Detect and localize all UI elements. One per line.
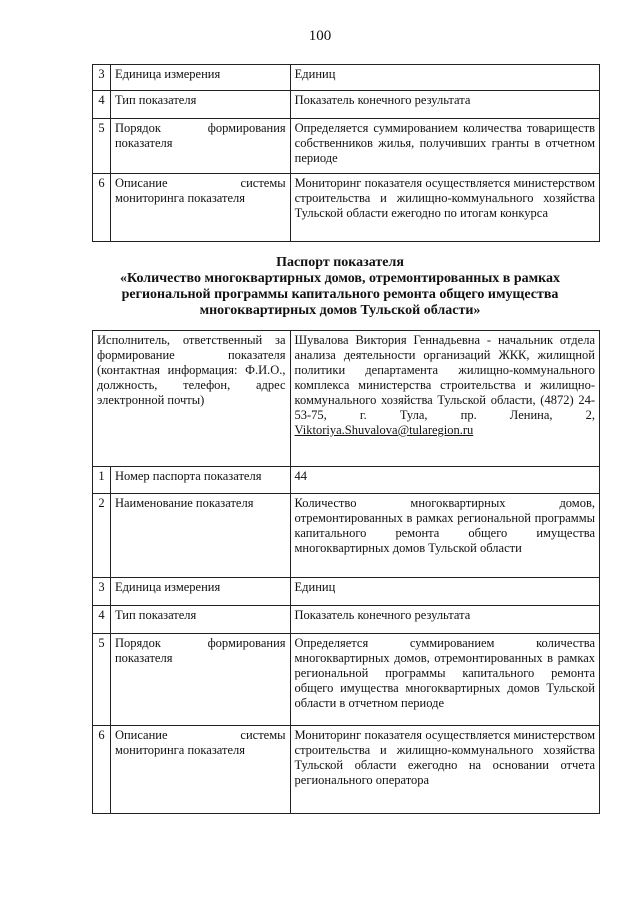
table-row (93, 726, 600, 814)
table-row (93, 578, 600, 606)
row-label: Единица измерения (110, 65, 290, 91)
row-value: Показатель конечного результата (290, 606, 599, 634)
executor-row (93, 331, 600, 467)
row-label: Описание системы мониторинга показателя (110, 726, 290, 814)
row-number: 1 (93, 467, 111, 494)
row-number: 5 (93, 119, 111, 174)
row-label: Номер паспорта показателя (110, 467, 290, 494)
table-row (93, 174, 600, 242)
table-row (93, 606, 600, 634)
table-row (93, 91, 600, 119)
row-value: Единиц (290, 578, 599, 606)
table-row (93, 467, 600, 494)
title-line: «Количество многоквартирных домов, отремонтированных в рамках (120, 271, 560, 286)
row-number: 3 (93, 578, 111, 606)
row-value: Единиц (290, 65, 599, 91)
table-row (93, 634, 600, 726)
row-value: 44 (290, 467, 599, 494)
row-value: Мониторинг показателя осуществляется министерством строительства и жилищно-коммунального хозяйства Тульской области ежегодно по итогам конкурса (290, 174, 599, 242)
row-label: Тип показателя (110, 606, 290, 634)
row-value: Определяется суммированием количества многоквартирных домов, отремонтированных в рамках региональной программы капитального ремонта общего имущества многоквартирных домов Тульской области в отчетном периоде (290, 634, 599, 726)
row-value: Количество многоквартирных домов, отремонтированных в рамках региональной программы капитального ремонта общего имущества многоквартирных домов Тульской области (290, 494, 599, 578)
title-line: Паспорт показателя (276, 255, 404, 270)
row-number: 6 (93, 726, 111, 814)
row-value: Мониторинг показателя осуществляется министерством строительства и жилищно-коммунального хозяйства Тульской области ежегодно на основании отчета регионального оператора (290, 726, 599, 814)
row-number: 3 (93, 65, 111, 91)
table-row (93, 119, 600, 174)
row-label: Тип показателя (110, 91, 290, 119)
row-label: Порядок формирования показателя (110, 119, 290, 174)
row-number: 2 (93, 494, 111, 578)
row-number: 5 (93, 634, 111, 726)
table-row (93, 494, 600, 578)
row-label: Единица измерения (110, 578, 290, 606)
passport-table-main (92, 330, 600, 814)
passport-title (80, 255, 600, 319)
executor-label: Исполнитель, ответственный за формирование показателя (контактная информация: Ф.И.О., должность, телефон, адрес электронной почты) (93, 331, 291, 467)
row-label: Порядок формирования показателя (110, 634, 290, 726)
passport-table-top (92, 64, 600, 242)
executor-contact: Шувалова Виктория Геннадьевна - начальник отдела анализа деятельности организаций ЖКК, жилищной политики департамента жилищно-коммунального комплекса министерства строительства и жилищно-коммунального хозяйства Тульской области, (4872) 24-53-75, г. Тула, пр. Ленина, 2, (294, 333, 595, 422)
row-label: Наименование показателя (110, 494, 290, 578)
row-value: Определяется суммированием количества товариществ собственников жилья, получивших гранты в отчетном периоде (290, 119, 599, 174)
table-row (93, 65, 600, 91)
title-line: многоквартирных домов Тульской области» (199, 303, 481, 318)
row-number: 4 (93, 606, 111, 634)
row-number: 4 (93, 91, 111, 119)
executor-value (290, 331, 599, 467)
row-label: Описание системы мониторинга показателя (110, 174, 290, 242)
executor-email-link[interactable]: Viktoriya.Shuvalova@tularegion.ru (294, 423, 474, 437)
page-number: 100 (308, 28, 332, 44)
title-line: региональной программы капитального ремонта общего имущества (121, 287, 559, 302)
row-number: 6 (93, 174, 111, 242)
row-value: Показатель конечного результата (290, 91, 599, 119)
